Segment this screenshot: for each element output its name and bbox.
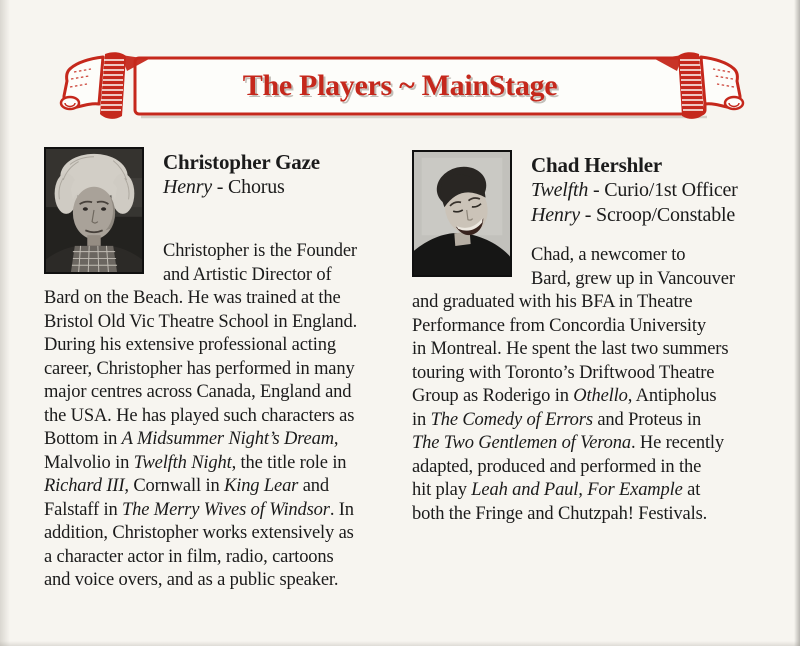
text-line: a character actor in film, radio, cartoons [44,546,334,567]
text-line: and voice overs, and as a public speaker. [44,570,339,590]
text-line: in The Comedy of Errors and Proteus in [412,409,702,430]
player-roles [163,175,400,200]
text-line: adapted, produced and performed in the [412,456,702,477]
text-line: Group as Roderigo in Othello, Antipholus [412,386,717,406]
text-line: Christopher is the Founder [163,241,357,261]
text-line: Falstaff in The Merry Wives of Windsor. In [44,499,354,520]
text-line: Richard III, Cornwall in King Lear and [44,476,329,496]
text-line: career, Christopher has performed in many [44,358,355,379]
text-line: and graduated with his BFA in Theatre [412,292,693,312]
text-line: Henry - Scroop/Constable [531,204,736,226]
text-line: During his extensive professional acting [44,335,336,355]
player-name: Chad Hershler [531,153,662,177]
text-line: Bristol Old Vic Theatre School in England. [44,311,358,332]
page-title: The Players ~ MainStage [242,69,558,102]
player-bio-chad-hershler [412,150,768,524]
page-edge-shadow-left [0,0,10,646]
text-line: Chad, a newcomer to [531,245,686,265]
player-roles [531,178,768,228]
player-bio-text [412,244,768,526]
text-line: hit play Leah and Paul, For Example at [412,480,701,500]
text-line: Bard on the Beach. He was trained at the [44,288,341,308]
banner [57,48,747,128]
text-line: Henry - Chorus [163,176,285,198]
text-line: Bottom in A Midsummer Night’s Dream, [44,429,339,449]
page-edge-shadow-bottom [0,641,800,646]
text-line: and Artistic Director of [163,264,332,285]
text-line: Twelfth - Curio/1st Officer [531,179,738,201]
player-name: Christopher Gaze [163,150,320,174]
page-edge-shadow-right [794,0,800,646]
text-line: Malvolio in Twelfth Night, the title role in [44,452,347,473]
text-line: Bard, grew up in Vancouver [531,268,735,289]
player-header [163,147,400,200]
text-line: The Two Gentlemen of Verona. He recently [412,433,725,453]
player-bio-text [44,240,400,593]
text-line: the USA. He has played such characters as [44,405,355,426]
text-line: major centres across Canada, England and [44,382,352,402]
player-header [531,150,768,228]
player-bio-christopher-gaze [44,147,400,590]
text-line: touring with Toronto’s Driftwood Theatre [412,362,715,383]
text-line: both the Fringe and Chutzpah! Festivals. [412,503,708,524]
text-line: addition, Christopher works extensively as [44,523,354,543]
text-line: in Montreal. He spent the last two summers [412,339,729,359]
text-line: Performance from Concordia University [412,315,706,336]
